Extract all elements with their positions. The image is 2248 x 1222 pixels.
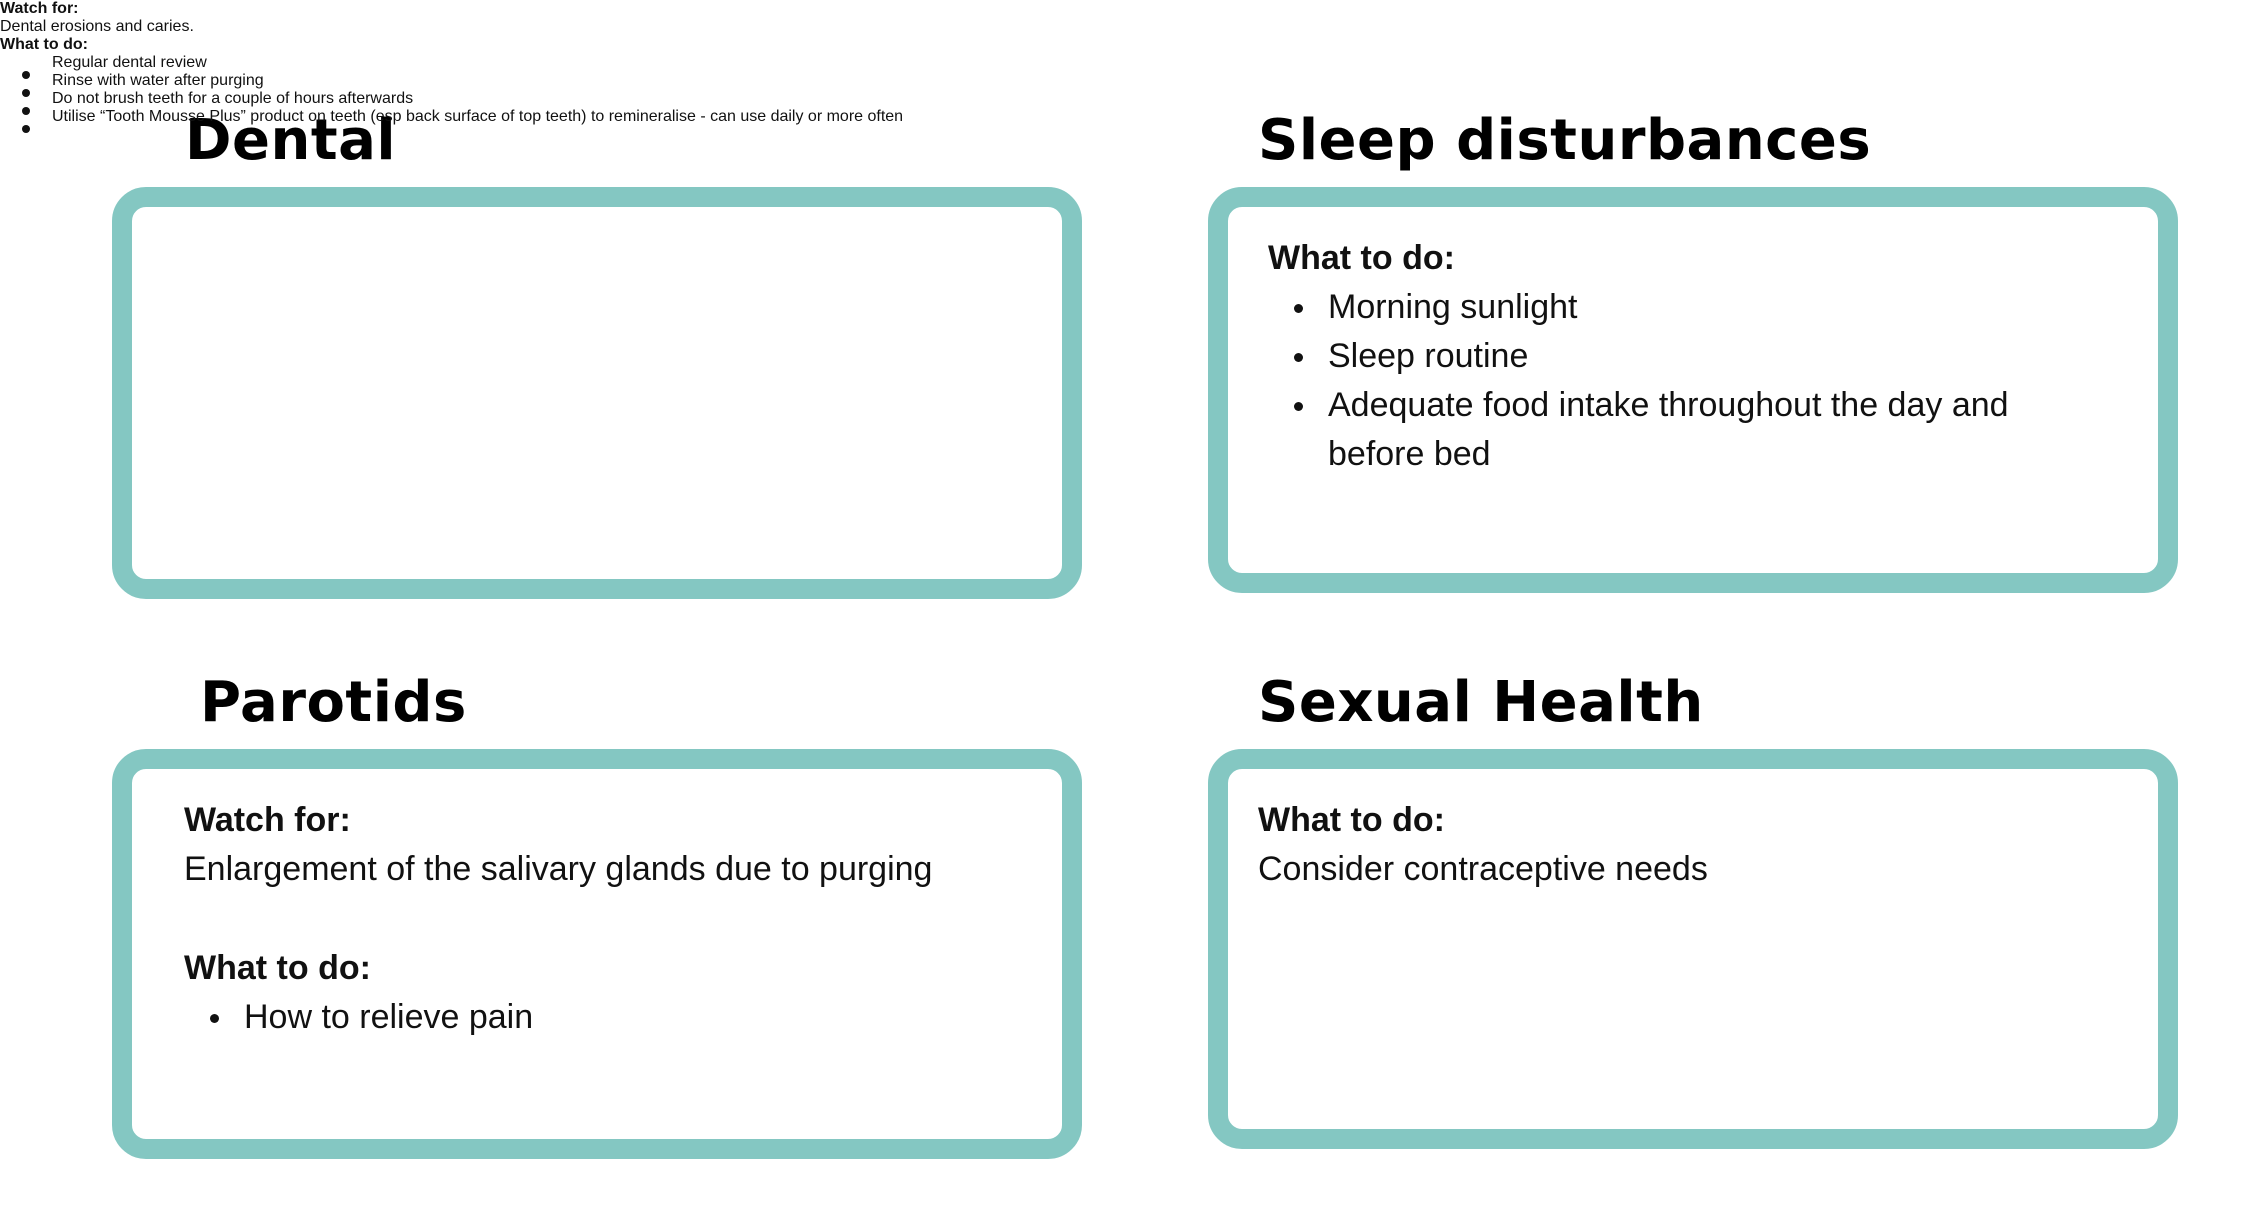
dental-card-body [0,0,903,126]
dental-todo-label: What to do: [0,36,88,53]
parotids-card-body [184,796,1064,1042]
list-item: Sleep routine [1328,332,2148,381]
list-item: Morning sunlight [1328,283,2148,332]
parotids-watch-label: Watch for: [184,801,351,839]
sleep-heading: Sleep disturbances [1258,108,1872,173]
list-item: Rinse with water after purging [52,72,903,90]
list-item: Do not brush teeth for a couple of hours afterwards [52,90,903,108]
list-item: Utilise “Tooth Mousse Plus” product on teeth (esp back surface of top teeth) to remineralise - can use daily or more often [52,108,904,125]
parotids-heading: Parotids [200,670,467,735]
list-item: How to relieve pain [244,993,1064,1042]
parotids-todo-list [244,993,1064,1042]
sleep-todo-list [1328,283,2148,479]
parotids-todo-label: What to do: [184,949,371,987]
sexual-health-heading: Sexual Health [1258,670,1704,735]
sleep-todo-label: What to do: [1268,239,1455,277]
dental-card [112,187,1082,599]
sexual-health-card-body [1258,796,2138,894]
sexual-health-todo-text: Consider contraceptive needs [1258,850,1708,888]
dental-watch-label: Watch for: [0,0,79,17]
parotids-watch-text: Enlargement of the salivary glands due to purging [184,850,933,888]
dental-heading: Dental [185,108,397,173]
sleep-card-body [1268,234,2148,479]
dental-todo-list [52,54,903,126]
dental-watch-text: Dental erosions and caries. [0,18,194,35]
list-item: Adequate food intake throughout the day and before bed [1328,381,2088,479]
sexual-health-todo-label: What to do: [1258,801,1445,839]
list-item: Regular dental review [52,54,903,72]
